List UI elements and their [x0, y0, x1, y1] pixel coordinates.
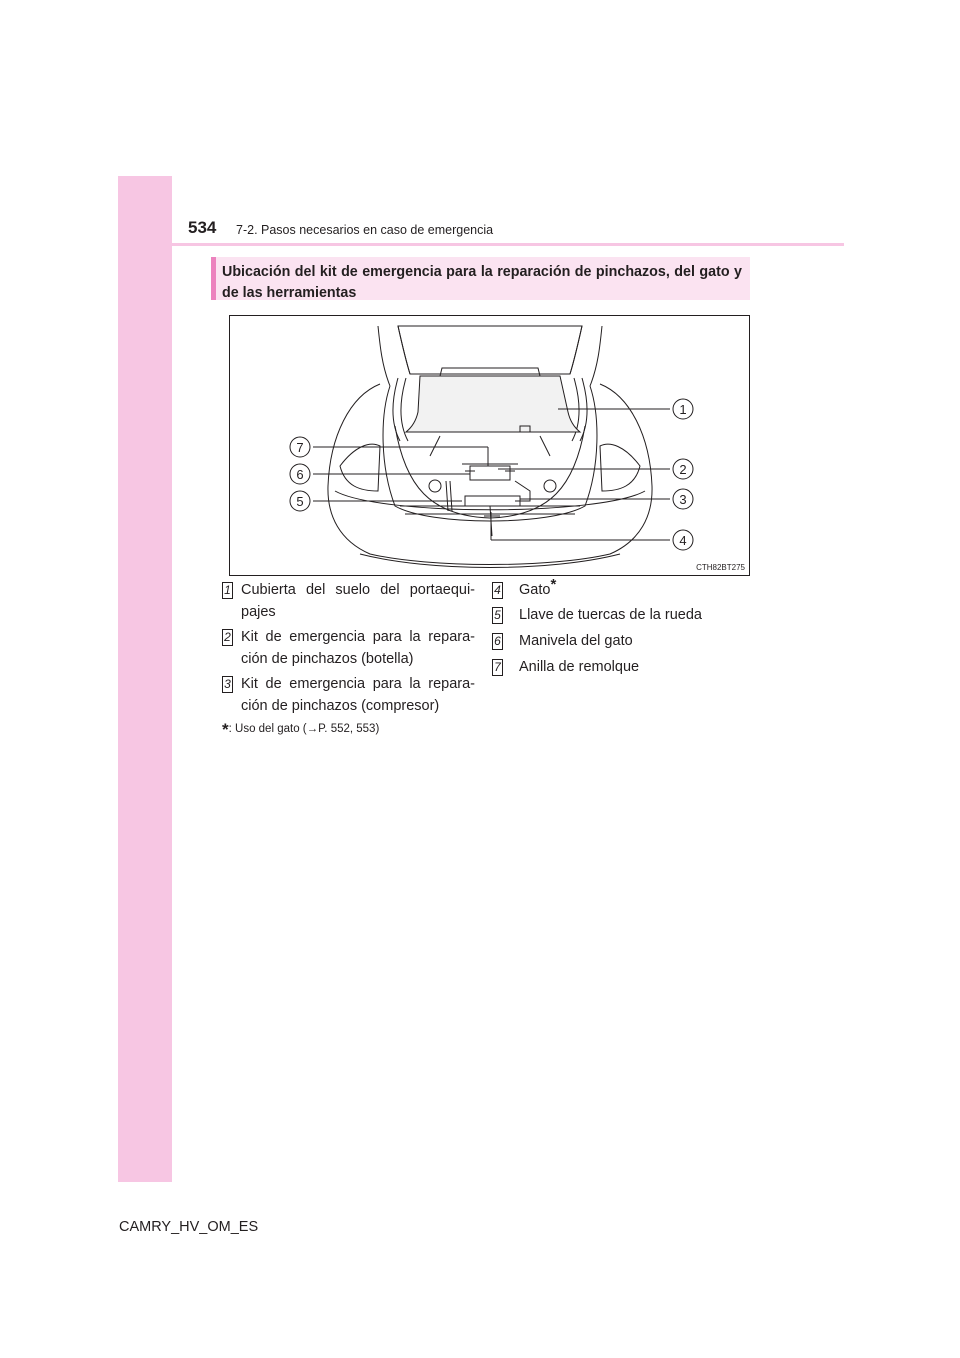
legend-text: Llave de tuercas de la rueda	[519, 607, 702, 623]
legend-number: 6	[492, 633, 503, 650]
legend-text	[519, 576, 557, 601]
chapter-side-band	[118, 176, 172, 1182]
footer-doc-code: CAMRY_HV_OM_ES	[119, 1219, 259, 1235]
legend-number: 7	[492, 659, 503, 676]
callout-7: 7	[296, 440, 304, 455]
section-accent-bar	[211, 257, 216, 300]
callout-3: 3	[679, 492, 687, 507]
legend-label: Gato	[519, 582, 551, 598]
footnote	[222, 717, 379, 737]
chapter-heading: 7-2. Pasos necesarios en caso de emergencia	[236, 223, 494, 237]
callout-5: 5	[296, 494, 304, 509]
legend-text: Kit de emergencia para la repara-ción de pinchazos (botella)	[241, 629, 475, 667]
footnote-text: : Uso del gato (→P. 552, 553)	[228, 723, 380, 735]
header-rule	[118, 243, 844, 246]
legend-text: Anilla de remolque	[519, 659, 640, 675]
legend-number: 4	[492, 582, 503, 599]
callout-1: 1	[679, 402, 687, 417]
page-number: 534	[188, 218, 217, 237]
trunk-drawing	[230, 316, 749, 575]
legend-number: 3	[222, 676, 233, 693]
legend-text: Manivela del gato	[519, 633, 633, 649]
section-title: Ubicación del kit de emergencia para la reparación de pinchazos, del gato y de las herramientas	[222, 264, 742, 301]
legend-text: Cubierta del suelo del portaequi-pajes	[241, 582, 475, 620]
legend-number: 2	[222, 629, 233, 646]
footnote-marker: *	[550, 576, 557, 593]
callout-4: 4	[679, 533, 687, 548]
legend-text: Kit de emergencia para la repara-ción de pinchazos (compresor)	[241, 676, 475, 714]
legend-number: 1	[222, 582, 233, 599]
figure-code: CTH82BT275	[696, 563, 745, 572]
footnote-star: *	[222, 720, 229, 739]
callout-2: 2	[679, 462, 687, 477]
trunk-illustration	[229, 315, 750, 576]
callout-6: 6	[296, 467, 304, 482]
legend-number: 5	[492, 607, 503, 624]
